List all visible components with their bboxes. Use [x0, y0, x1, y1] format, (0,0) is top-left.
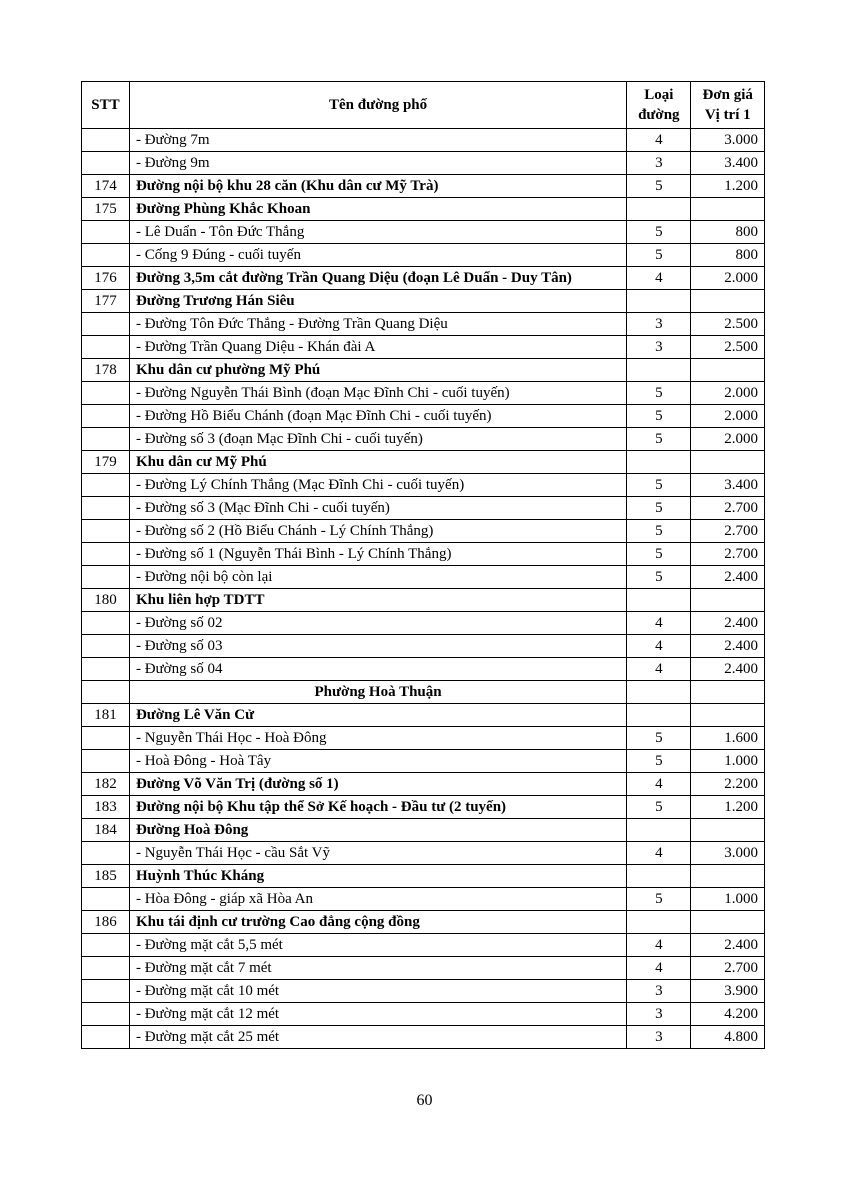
header-stt: STT [82, 82, 130, 129]
header-unit-price-line2: Vị trí 1 [704, 107, 751, 123]
cell-unit-price: 2.000 [691, 428, 765, 451]
cell-street-name: - Đường số 3 (Mạc Đĩnh Chi - cuối tuyến) [129, 497, 626, 520]
cell-street-name: Đường nội bộ khu 28 căn (Khu dân cư Mỹ Trà) [129, 175, 626, 198]
cell-street-name: Khu dân cư phường Mỹ Phú [129, 359, 626, 382]
cell-unit-price [691, 290, 765, 313]
cell-unit-price: 2.700 [691, 520, 765, 543]
cell-road-type: 5 [627, 244, 691, 267]
cell-road-type [627, 451, 691, 474]
cell-street-name: - Nguyễn Thái Học - cầu Sắt Vỹ [129, 842, 626, 865]
cell-stt: 181 [82, 704, 130, 727]
cell-unit-price: 800 [691, 221, 765, 244]
cell-street-name: - Đường mặt cắt 12 mét [129, 1003, 626, 1026]
table-row [82, 796, 765, 819]
cell-stt [82, 888, 130, 911]
cell-road-type: 3 [627, 1026, 691, 1049]
table-row [82, 980, 765, 1003]
cell-road-type: 3 [627, 1003, 691, 1026]
cell-unit-price: 3.000 [691, 129, 765, 152]
cell-stt [82, 934, 130, 957]
cell-street-name: Đường 3,5m cắt đường Trần Quang Diệu (đoạn Lê Duẩn - Duy Tân) [129, 267, 626, 290]
cell-stt [82, 635, 130, 658]
cell-unit-price [691, 589, 765, 612]
cell-stt: 184 [82, 819, 130, 842]
cell-road-type: 4 [627, 957, 691, 980]
cell-unit-price: 4.800 [691, 1026, 765, 1049]
cell-stt [82, 727, 130, 750]
table-row [82, 497, 765, 520]
cell-road-type [627, 359, 691, 382]
cell-stt [82, 543, 130, 566]
cell-stt [82, 658, 130, 681]
cell-street-name: - Đường số 03 [129, 635, 626, 658]
table-row [82, 934, 765, 957]
table-row [82, 566, 765, 589]
cell-stt [82, 313, 130, 336]
cell-stt: 174 [82, 175, 130, 198]
table-row [82, 428, 765, 451]
table-row [82, 382, 765, 405]
table-row [82, 1026, 765, 1049]
cell-unit-price: 2.700 [691, 957, 765, 980]
cell-road-type [627, 290, 691, 313]
table-header-row [82, 82, 765, 129]
cell-unit-price: 2.400 [691, 658, 765, 681]
cell-stt [82, 382, 130, 405]
cell-street-name: Huỳnh Thúc Kháng [129, 865, 626, 888]
cell-road-type: 3 [627, 152, 691, 175]
cell-road-type: 5 [627, 405, 691, 428]
table-row [82, 290, 765, 313]
cell-stt [82, 497, 130, 520]
cell-road-type: 5 [627, 175, 691, 198]
cell-stt [82, 842, 130, 865]
table-row [82, 727, 765, 750]
cell-road-type: 5 [627, 727, 691, 750]
cell-unit-price: 3.400 [691, 474, 765, 497]
cell-unit-price: 2.000 [691, 405, 765, 428]
cell-stt: 183 [82, 796, 130, 819]
cell-unit-price [691, 911, 765, 934]
cell-unit-price: 2.700 [691, 497, 765, 520]
cell-street-name: - Đường số 1 (Nguyễn Thái Bình - Lý Chính Thắng) [129, 543, 626, 566]
cell-stt: 177 [82, 290, 130, 313]
table-row [82, 865, 765, 888]
cell-road-type: 3 [627, 313, 691, 336]
cell-unit-price: 4.200 [691, 1003, 765, 1026]
cell-street-name: Phường Hoà Thuận [129, 681, 626, 704]
cell-street-name: Khu tái định cư trường Cao đẳng cộng đồng [129, 911, 626, 934]
cell-road-type: 5 [627, 543, 691, 566]
table-row [82, 359, 765, 382]
cell-road-type: 5 [627, 888, 691, 911]
cell-street-name: - Đường nội bộ còn lại [129, 566, 626, 589]
cell-street-name: - Đường số 3 (đoạn Mạc Đĩnh Chi - cuối tuyến) [129, 428, 626, 451]
cell-road-type: 3 [627, 980, 691, 1003]
cell-road-type: 5 [627, 796, 691, 819]
table-row [82, 152, 765, 175]
table-row [82, 451, 765, 474]
cell-unit-price [691, 704, 765, 727]
table-body [82, 129, 765, 1049]
cell-stt [82, 474, 130, 497]
cell-stt: 178 [82, 359, 130, 382]
table-row [82, 773, 765, 796]
cell-stt [82, 520, 130, 543]
cell-street-name: Khu liên hợp TDTT [129, 589, 626, 612]
cell-stt [82, 681, 130, 704]
table-row [82, 612, 765, 635]
cell-road-type: 4 [627, 267, 691, 290]
cell-stt [82, 750, 130, 773]
cell-street-name: - Đường số 02 [129, 612, 626, 635]
table-row [82, 336, 765, 359]
cell-unit-price: 2.400 [691, 934, 765, 957]
cell-street-name: - Đường số 04 [129, 658, 626, 681]
cell-unit-price: 1.600 [691, 727, 765, 750]
cell-unit-price [691, 359, 765, 382]
cell-unit-price: 1.000 [691, 750, 765, 773]
cell-road-type: 5 [627, 520, 691, 543]
cell-stt: 185 [82, 865, 130, 888]
header-unit-price [691, 82, 765, 129]
table-row [82, 405, 765, 428]
cell-stt [82, 566, 130, 589]
table-row [82, 175, 765, 198]
table-row [82, 911, 765, 934]
cell-road-type: 5 [627, 497, 691, 520]
table-row [82, 1003, 765, 1026]
table-row [82, 244, 765, 267]
cell-road-type: 4 [627, 934, 691, 957]
header-road-type-line2: đường [638, 107, 680, 123]
cell-unit-price: 2.000 [691, 382, 765, 405]
table-row [82, 313, 765, 336]
cell-road-type: 5 [627, 474, 691, 497]
cell-stt [82, 221, 130, 244]
header-road-type [627, 82, 691, 129]
cell-stt [82, 957, 130, 980]
cell-street-name: - Hòa Đông - giáp xã Hòa An [129, 888, 626, 911]
cell-unit-price: 3.400 [691, 152, 765, 175]
table-row [82, 888, 765, 911]
cell-street-name: - Đường 9m [129, 152, 626, 175]
cell-street-name: - Đường Trần Quang Diệu - Khán đài A [129, 336, 626, 359]
table-row [82, 474, 765, 497]
cell-street-name: - Đường mặt cắt 7 mét [129, 957, 626, 980]
cell-stt [82, 129, 130, 152]
table-row [82, 750, 765, 773]
table-row [82, 681, 765, 704]
cell-road-type: 4 [627, 129, 691, 152]
cell-stt: 182 [82, 773, 130, 796]
cell-unit-price [691, 198, 765, 221]
cell-stt [82, 428, 130, 451]
cell-street-name: Khu dân cư Mỹ Phú [129, 451, 626, 474]
cell-road-type: 5 [627, 221, 691, 244]
cell-unit-price: 2.500 [691, 313, 765, 336]
cell-road-type: 4 [627, 635, 691, 658]
cell-unit-price: 1.200 [691, 175, 765, 198]
cell-unit-price: 1.200 [691, 796, 765, 819]
cell-road-type: 5 [627, 750, 691, 773]
cell-stt: 179 [82, 451, 130, 474]
cell-stt [82, 244, 130, 267]
header-unit-price-line1: Đơn giá [702, 87, 753, 103]
cell-road-type: 3 [627, 336, 691, 359]
table-row [82, 589, 765, 612]
cell-street-name: - Đường mặt cắt 25 mét [129, 1026, 626, 1049]
page-number: 60 [416, 1092, 433, 1109]
cell-stt: 175 [82, 198, 130, 221]
cell-stt [82, 612, 130, 635]
cell-road-type: 4 [627, 658, 691, 681]
cell-unit-price: 800 [691, 244, 765, 267]
cell-street-name: Đường nội bộ Khu tập thể Sở Kế hoạch - Đầu tư (2 tuyến) [129, 796, 626, 819]
cell-stt [82, 1026, 130, 1049]
cell-road-type [627, 198, 691, 221]
cell-unit-price: 2.500 [691, 336, 765, 359]
cell-road-type [627, 704, 691, 727]
cell-street-name: - Hoà Đông - Hoà Tây [129, 750, 626, 773]
cell-road-type: 5 [627, 566, 691, 589]
table-row [82, 658, 765, 681]
cell-street-name: - Đường số 2 (Hồ Biểu Chánh - Lý Chính Thắng) [129, 520, 626, 543]
table-row [82, 957, 765, 980]
cell-road-type: 4 [627, 773, 691, 796]
cell-road-type [627, 865, 691, 888]
cell-stt [82, 405, 130, 428]
cell-unit-price: 2.400 [691, 612, 765, 635]
cell-road-type: 5 [627, 382, 691, 405]
cell-street-name: Đường Lê Văn Cử [129, 704, 626, 727]
cell-stt [82, 1003, 130, 1026]
cell-street-name: - Lê Duẩn - Tôn Đức Thắng [129, 221, 626, 244]
cell-street-name: - Nguyễn Thái Học - Hoà Đông [129, 727, 626, 750]
cell-unit-price [691, 819, 765, 842]
table-row [82, 198, 765, 221]
table-row [82, 221, 765, 244]
cell-unit-price [691, 681, 765, 704]
cell-unit-price: 3.000 [691, 842, 765, 865]
cell-stt: 176 [82, 267, 130, 290]
cell-street-name: Đường Hoà Đông [129, 819, 626, 842]
cell-road-type [627, 589, 691, 612]
table-row [82, 819, 765, 842]
cell-road-type: 4 [627, 842, 691, 865]
table-row [82, 520, 765, 543]
cell-unit-price: 2.000 [691, 267, 765, 290]
cell-stt [82, 152, 130, 175]
cell-street-name: - Đường Tôn Đức Thắng - Đường Trần Quang Diệu [129, 313, 626, 336]
table-row [82, 129, 765, 152]
cell-street-name: - Đường mặt cắt 5,5 mét [129, 934, 626, 957]
cell-road-type [627, 911, 691, 934]
cell-unit-price [691, 451, 765, 474]
cell-street-name: - Cống 9 Đúng - cuối tuyến [129, 244, 626, 267]
cell-unit-price: 3.900 [691, 980, 765, 1003]
cell-stt [82, 980, 130, 1003]
cell-street-name: - Đường 7m [129, 129, 626, 152]
cell-street-name: Đường Trương Hán Siêu [129, 290, 626, 313]
cell-street-name: Đường Phùng Khắc Khoan [129, 198, 626, 221]
cell-street-name: - Đường mặt cắt 10 mét [129, 980, 626, 1003]
table-row [82, 842, 765, 865]
cell-unit-price: 1.000 [691, 888, 765, 911]
cell-street-name: - Đường Lý Chính Thắng (Mạc Đĩnh Chi - cuối tuyến) [129, 474, 626, 497]
table-row [82, 267, 765, 290]
cell-stt [82, 336, 130, 359]
cell-street-name: Đường Võ Văn Trị (đường số 1) [129, 773, 626, 796]
cell-street-name: - Đường Nguyễn Thái Bình (đoạn Mạc Đĩnh Chi - cuối tuyến) [129, 382, 626, 405]
cell-road-type [627, 819, 691, 842]
cell-unit-price [691, 865, 765, 888]
cell-stt: 186 [82, 911, 130, 934]
cell-unit-price: 2.400 [691, 566, 765, 589]
cell-road-type: 5 [627, 428, 691, 451]
cell-unit-price: 2.200 [691, 773, 765, 796]
cell-stt: 180 [82, 589, 130, 612]
cell-unit-price: 2.400 [691, 635, 765, 658]
header-street-name: Tên đường phố [129, 82, 626, 129]
cell-street-name: - Đường Hồ Biểu Chánh (đoạn Mạc Đĩnh Chi - cuối tuyến) [129, 405, 626, 428]
cell-road-type: 4 [627, 612, 691, 635]
table-row [82, 543, 765, 566]
table-row [82, 635, 765, 658]
cell-road-type [627, 681, 691, 704]
header-road-type-line1: Loại [644, 87, 674, 103]
table-row [82, 704, 765, 727]
cell-unit-price: 2.700 [691, 543, 765, 566]
land-price-table [81, 81, 765, 1049]
